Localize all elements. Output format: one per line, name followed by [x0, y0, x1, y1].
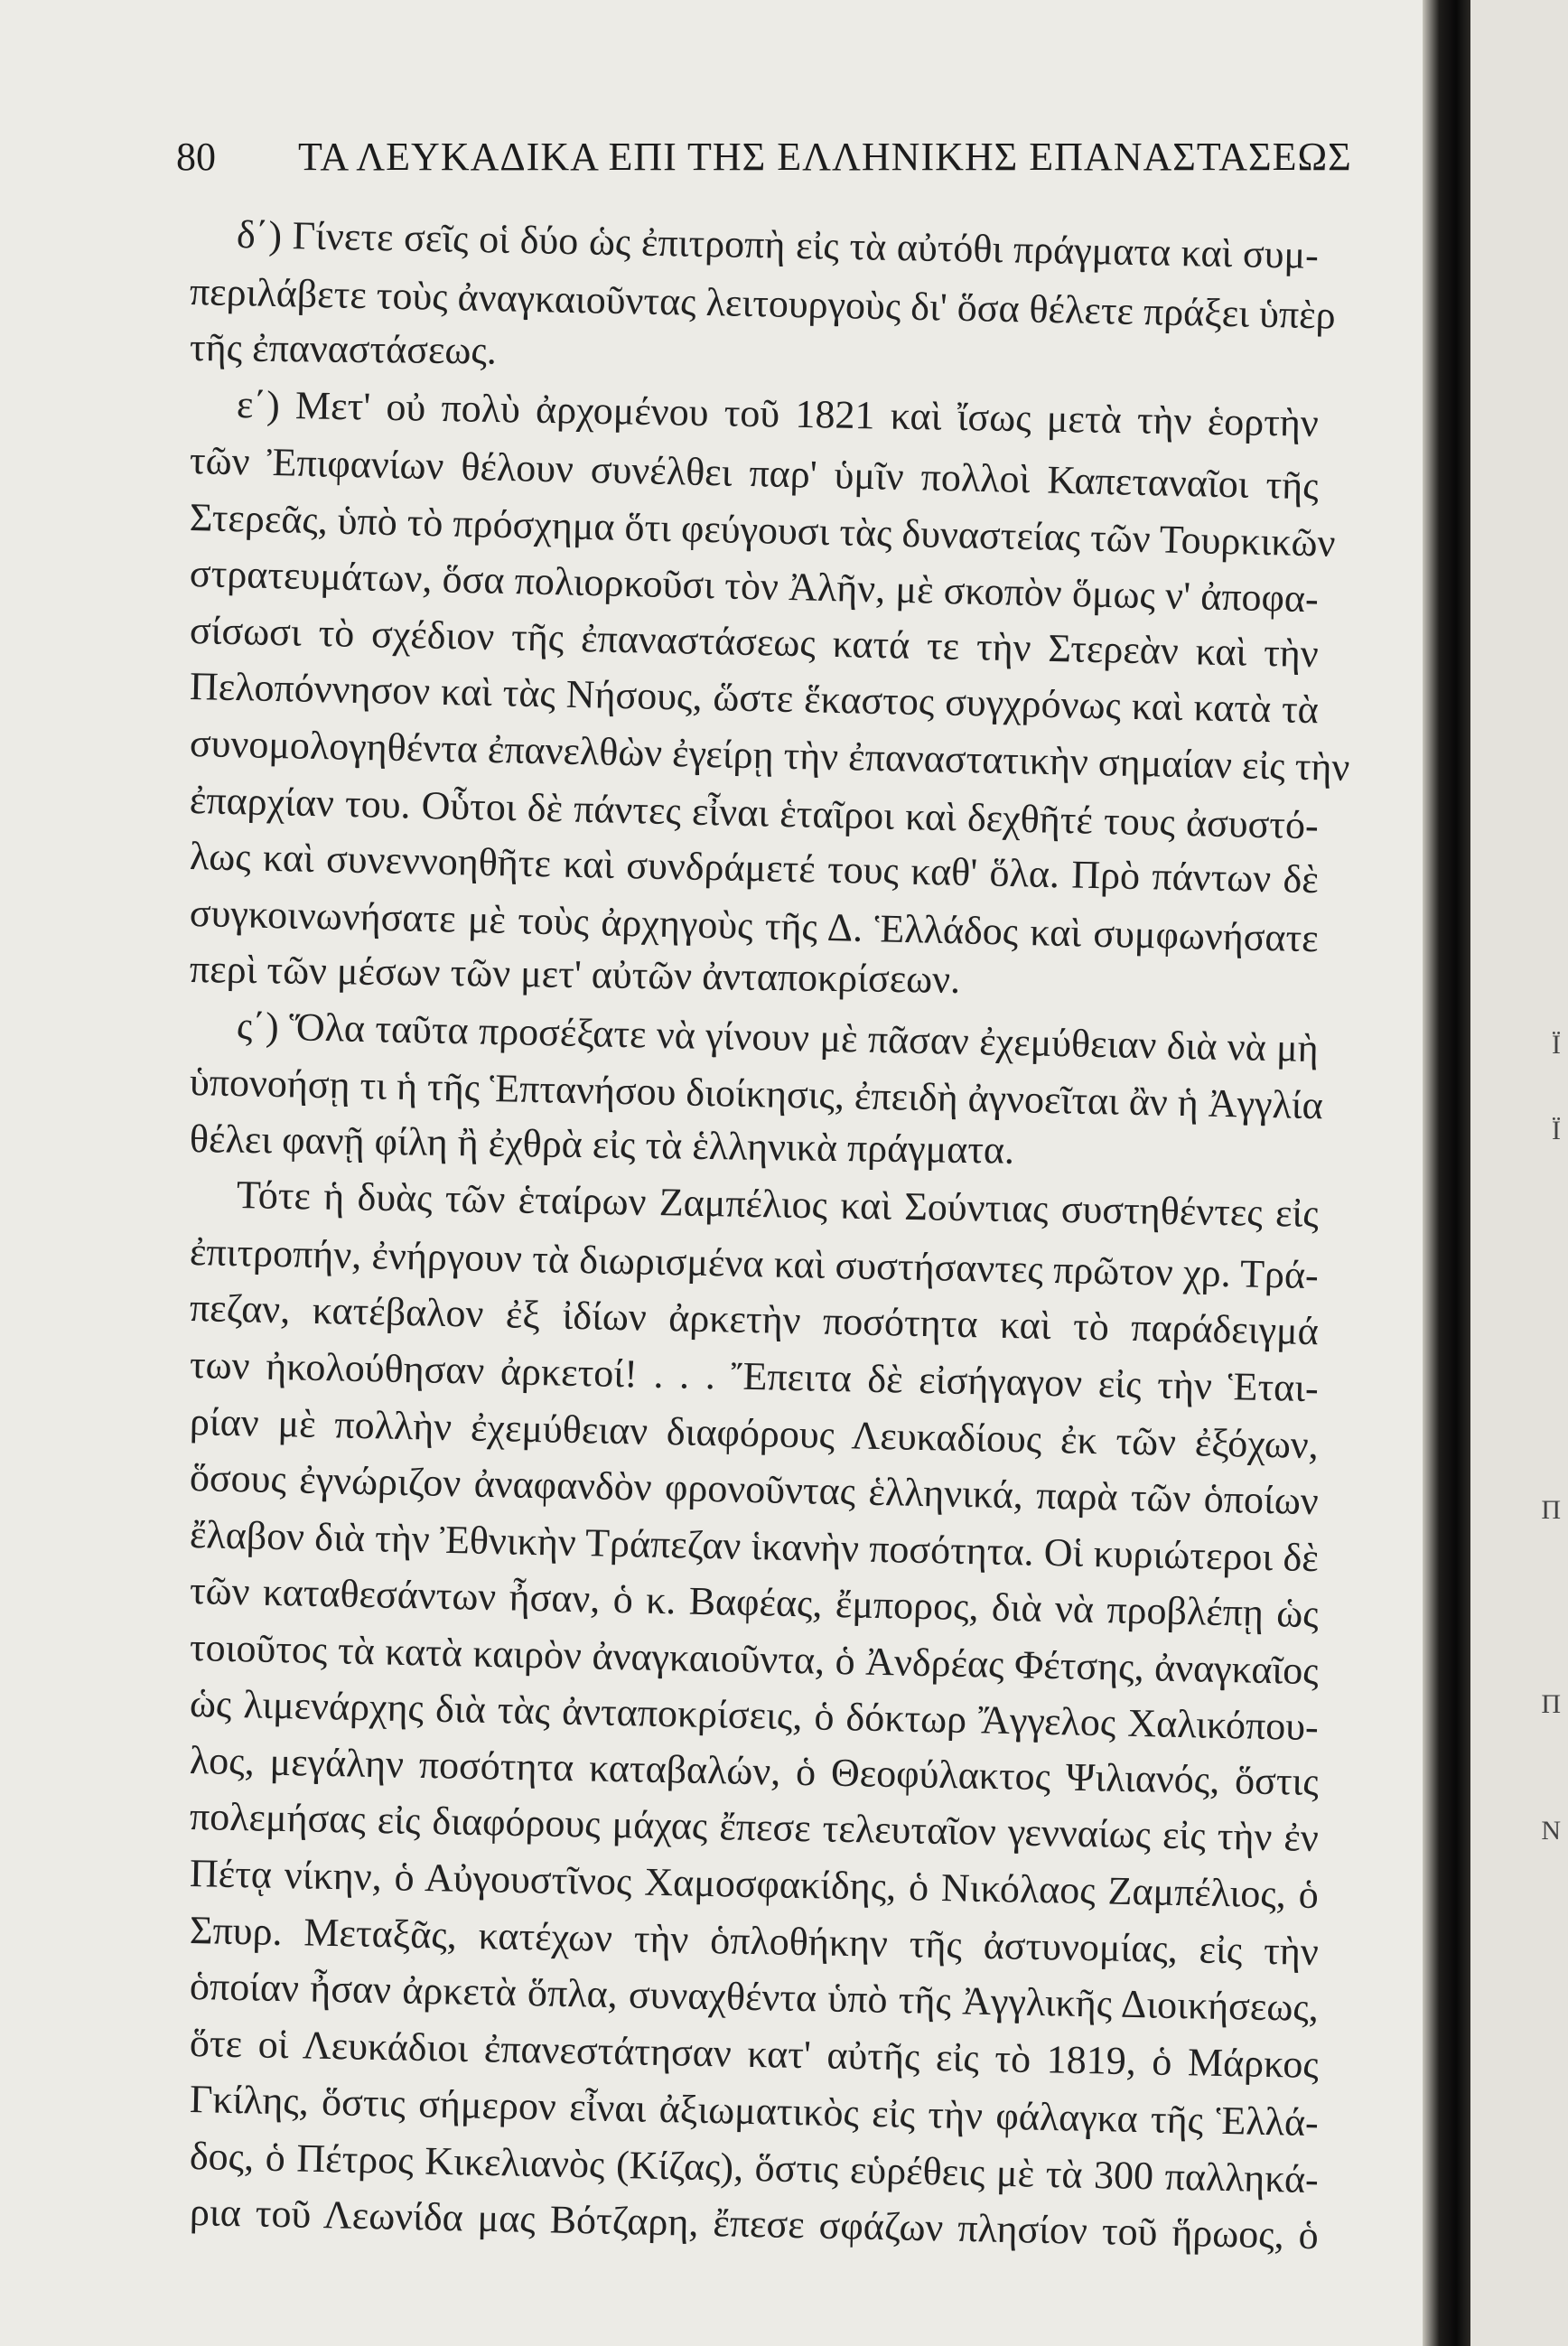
text-line: τοιοῦτος τὰ κατὰ καιρὸν ἀναγκαιοῦντα, ὁ Ἀνδρέας Φέτσης, ἀναγκαῖος [189, 1624, 1320, 1693]
text-line: τῶν καταθεσάντων ἦσαν, ὁ κ. Βαφέας, ἔμπορος, διὰ νὰ προβλέπῃ ὡς [189, 1568, 1320, 1637]
text-line: ὡς λιμενάρχης διὰ τὰς ἀνταποκρίσεις, ὁ δόκτωρ Ἄγγελος Χαλικόπου- [189, 1681, 1320, 1750]
text-line: τῆς ἐπαναστάσεως. [189, 325, 498, 373]
text-line: τῶν Ἐπιφανίων θέλουν συνέλθει παρ' ὑμῖν πολλοὶ Καπεταναῖοι τῆς [189, 438, 1320, 509]
text-line: περιλάβετε τοὺς ἀναγκαιοῦντας λειτουργοὺς δι' ὅσα θέλετε πράξει ὑπὲρ [189, 268, 1337, 338]
facing-page-fragment: Ϊ [1552, 1116, 1561, 1145]
text-line: ὑπονοήσῃ τι ἡ τῆς Ἑπτανήσου διοίκησις, ἐπειδὴ ἀγνοεῖται ἂν ἡ Ἀγγλία [189, 1060, 1324, 1128]
text-line: σίσωσι τὸ σχέδιον τῆς ἐπαναστάσεως κατά τε τὴν Στερεὰν καὶ τὴν [189, 607, 1320, 677]
text-line: στρατευμάτων, ὅσα πολιορκοῦσι τὸν Ἀλῆν, μὲ σκοπὸν ὅμως ν' ἀποφα- [189, 551, 1320, 622]
facing-page-edge [1470, 0, 1568, 2346]
text-line: ἐπαρχίαν του. Οὗτοι δὲ πάντες εἶναι ἑταῖροι καὶ δεχθῆτέ τους ἀσυστό- [189, 777, 1320, 847]
text-line: Πελοπόννησον καὶ τὰς Νήσους, ὥστε ἕκαστος συγχρόνως καὶ κατὰ τὰ [189, 664, 1320, 733]
facing-page-fragment: Π [1541, 1495, 1561, 1525]
text-line: ε΄) Μετ' οὐ πολὺ ἀρχομένου τοῦ 1821 καὶ ἴσως μετὰ τὴν ἑορτὴν [236, 381, 1320, 445]
text-line: δος, ὁ Πέτρος Κικελιανὸς (Κίζας), ὅστις εὑρέθεις μὲ τὰ 300 παλληκά- [189, 2133, 1320, 2201]
text-line: πολεμήσας εἰς διαφόρους μάχας ἔπεσε τελευταῖον γενναίως εἰς τὴν ἐν [189, 1794, 1320, 1861]
page-number: 80 [176, 135, 216, 179]
text-line: Γκίλης, ὅστις σήμερον εἶναι ἀξιωματικὸς εἰς τὴν φάλαγκα τῆς Ἑλλά- [189, 2077, 1320, 2145]
text-line: πεζαν, κατέβαλον ἐξ ἰδίων ἀρκετὴν ποσότητα καὶ τὸ παράδειγμά [189, 1285, 1320, 1354]
text-line: Σπυρ. Μεταξᾶς, κατέχων τὴν ὁπλοθήκην τῆς ἀστυνομίας, εἰς τὴν [189, 1907, 1320, 1974]
facing-page-fragment: Ν [1541, 1816, 1561, 1846]
text-line: ρια τοῦ Λεωνίδα μας Βότζαρη, ἔπεσε σφάζων πλησίον τοῦ ἥρωος, ὁ [189, 2190, 1320, 2258]
text-line: συνομολογηθέντα ἐπανελθὼν ἐγείρῃ τὴν ἐπαναστατικὴν σημαίαν εἰς τὴν [189, 720, 1350, 790]
running-title: ΤΑ ΛΕΥΚΑΔΙΚΑ ΕΠΙ ΤΗΣ ΕΛΛΗΝΙΚΗΣ ΕΠΑΝΑΣΤΑΣΕΩΣ [298, 135, 1352, 179]
text-line: ς΄) Ὅλα ταῦτα προσέξατε νὰ γίνουν μὲ πᾶσαν ἐχεμύθειαν διὰ νὰ μὴ [236, 1003, 1320, 1070]
text-line: ρίαν μὲ πολλὴν ἐχεμύθειαν διαφόρους Λευκαδίους ἐκ τῶν ἐξόχων, [189, 1398, 1320, 1467]
text-line: Πέτᾳ νίκην, ὁ Αὐγουστῖνος Χαμοσφακίδης, ὁ Νικόλαος Ζαμπέλιος, ὁ [189, 1850, 1320, 1917]
facing-page-fragment: Π [1541, 1689, 1561, 1719]
facing-page-fragment: Ϊ [1552, 1030, 1561, 1060]
book-gutter-shadow [1423, 0, 1470, 2346]
text-line: περὶ τῶν μέσων τῶν μετ' αὐτῶν ἀνταποκρίσεων. [189, 947, 961, 1003]
text-line: λως καὶ συνεννοηθῆτε καὶ συνδράμετέ τους καθ' ὅλα. Πρὸ πάντων δὲ [189, 834, 1320, 902]
running-header [176, 134, 1352, 188]
text-line: λος, μεγάλην ποσότητα καταβαλών, ὁ Θεοφύλακτος Ψιλιανός, ὅστις [189, 1737, 1320, 1804]
text-line: ὅσους ἐγνώριζον ἀναφανδὸν φρονοῦντας ἑλληνικά, παρὰ τῶν ὁποίων [189, 1455, 1320, 1524]
text-line: ἔλαβον διὰ τὴν Ἐθνικὴν Τράπεζαν ἱκανὴν ποσότητα. Οἱ κυριώτεροι δὲ [189, 1511, 1320, 1580]
text-line: ὁποίαν ἦσαν ἀρκετὰ ὅπλα, συναχθέντα ὑπὸ τῆς Ἀγγλικῆς Διοικήσεως, [189, 1964, 1320, 2031]
text-line: θέλει φανῇ φίλη ἢ ἐχθρὰ εἰς τὰ ἑλληνικὰ πράγματα. [189, 1116, 1015, 1173]
text-line: ὅτε οἱ Λευκάδιοι ἐπανεστάτησαν κατ' αὐτῆς εἰς τὸ 1819, ὁ Μάρκος [189, 2020, 1320, 2087]
text-line: Τότε ἡ δυὰς τῶν ἑταίρων Ζαμπέλιος καὶ Σούντιας συστηθέντες εἰς [236, 1173, 1320, 1237]
text-line: των ἠκολούθησαν ἀρκετοί! . . . Ἔπειτα δὲ εἰσήγαγον εἰς τὴν Ἑται- [189, 1342, 1320, 1411]
text-line: ἐπιτροπήν, ἐνήργουν τὰ διωρισμένα καὶ συστήσαντες πρῶτον χρ. Τρά- [189, 1229, 1320, 1298]
text-line: Στερεᾶς, ὑπὸ τὸ πρόσχημα ὅτι φεύγουσι τὰς δυναστείας τῶν Τουρκικῶν [189, 494, 1337, 565]
text-line: δ΄) Γίνετε σεῖς οἱ δύο ὡς ἐπιτροπὴ εἰς τὰ αὐτόθι πράγματα καὶ συμ- [236, 212, 1320, 277]
text-line: συγκοινωνήσατε μὲ τοὺς ἀρχηγοὺς τῆς Δ. Ἑλλάδος καὶ συμφωνήσατε [189, 890, 1320, 960]
